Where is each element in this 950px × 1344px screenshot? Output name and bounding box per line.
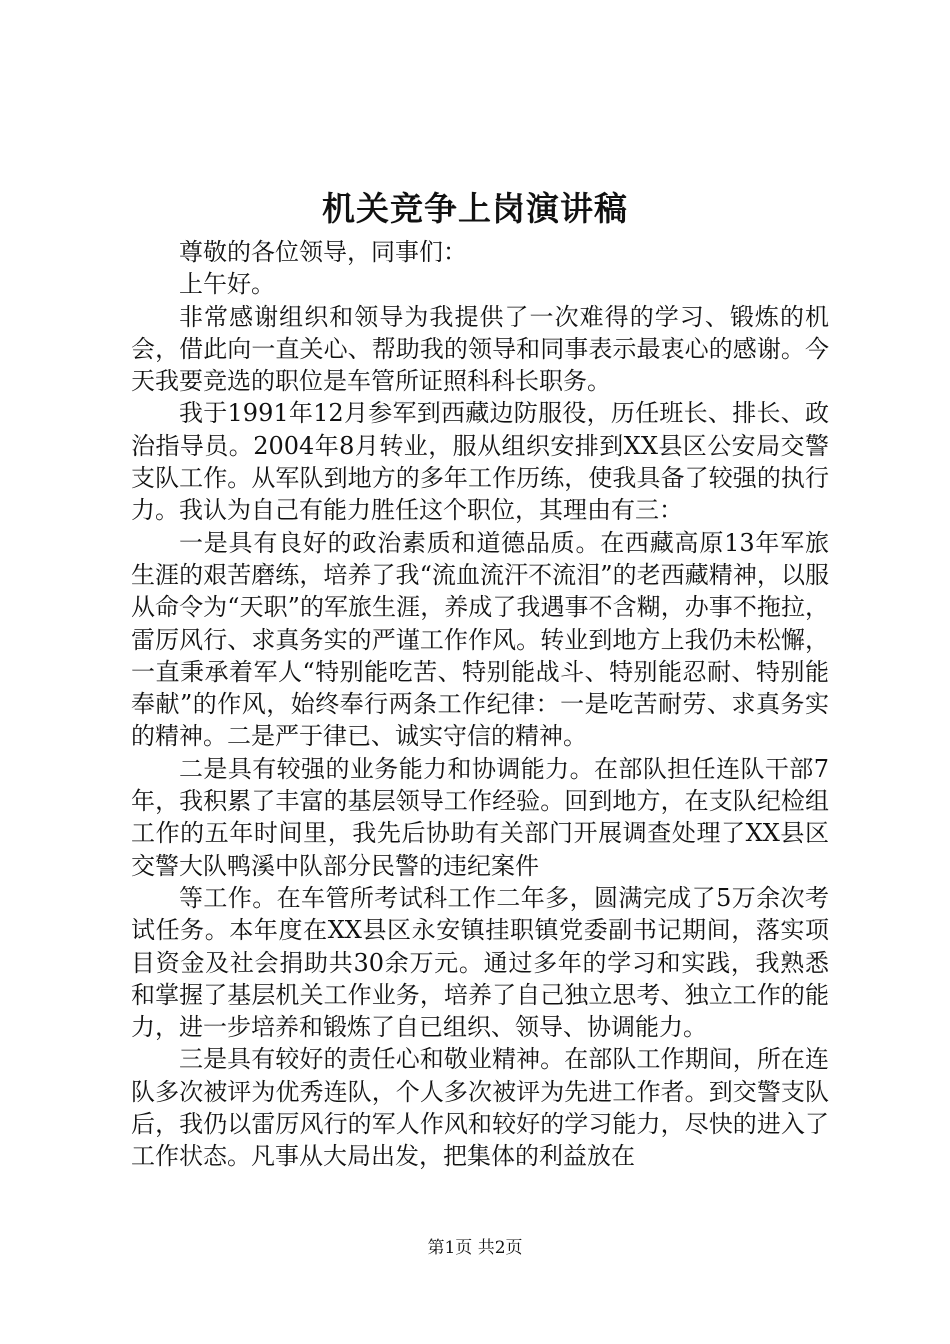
page-number-footer: 第1页 共2页 — [427, 1238, 523, 1258]
document-body — [131, 236, 829, 1173]
body-paragraph: 一是具有良好的政治素质和道德品质。在西藏高原13年军旅生涯的艰苦磨练，培养了我“流血流汗不流泪”的老西藏精神，以服从命令为“天职”的军旅生涯，养成了我遇事不含糊，办事不拖拉，雷厉风行、求真务实的严谨工作作风。转业到地方上我仍未松懈，一直秉承着军人“特别能吃苦、特别能战斗、特别能忍耐、特别能奉献”的作风，始终奉行两条工作纪律：一是吃苦耐劳、求真务实的精神。二是严于律已、诚实守信的精神。 — [131, 528, 829, 751]
body-paragraph: 二是具有较强的业务能力和协调能力。在部队担任连队干部7年，我积累了丰富的基层领导工作经验。回到地方，在支队纪检组工作的五年时间里，我先后协助有关部门开展调查处理了XX县区交警大队鸭溪中队部分民警的违纪案件 — [131, 754, 829, 880]
body-paragraph: 非常感谢组织和领导为我提供了一次难得的学习、锻炼的机会，借此向一直关心、帮助我的领导和同事表示最衷心的感谢。今天我要竞选的职位是车管所证照科科长职务。 — [131, 302, 829, 396]
document-title: 机关竞争上岗演讲稿 — [322, 189, 628, 228]
body-paragraph: 我于1991年12月参军到西藏边防服役，历任班长、排长、政治指导员。2004年8月转业，服从组织安排到XX县区公安局交警支队工作。从军队到地方的多年工作历练，使我具备了较强的执行力。我认为自己有能力胜任这个职位，其理由有三： — [131, 399, 829, 525]
body-paragraph: 等工作。在车管所考试科工作二年多，圆满完成了5万余次考试任务。本年度在XX县区永安镇挂职镇党委副书记期间，落实项目资金及社会捐助共30余万元。通过多年的学习和实践，我熟悉和掌握了基层机关工作业务，培养了自己独立思考、独立工作的能力，进一步培养和锻炼了自已组织、领导、协调能力。 — [131, 883, 829, 1042]
greeting-paragraph: 尊敬的各位领导，同事们： — [179, 238, 467, 266]
body-paragraph: 三是具有较好的责任心和敬业精神。在部队工作期间，所在连队多次被评为优秀连队，个人多次被评为先进工作者。到交警支队后，我仍以雷厉风行的军人作风和较好的学习能力，尽快的进入了工作状态。凡事从大局出发，把集体的利益放在 — [131, 1045, 829, 1171]
salutation-paragraph: 上午好。 — [179, 270, 275, 299]
